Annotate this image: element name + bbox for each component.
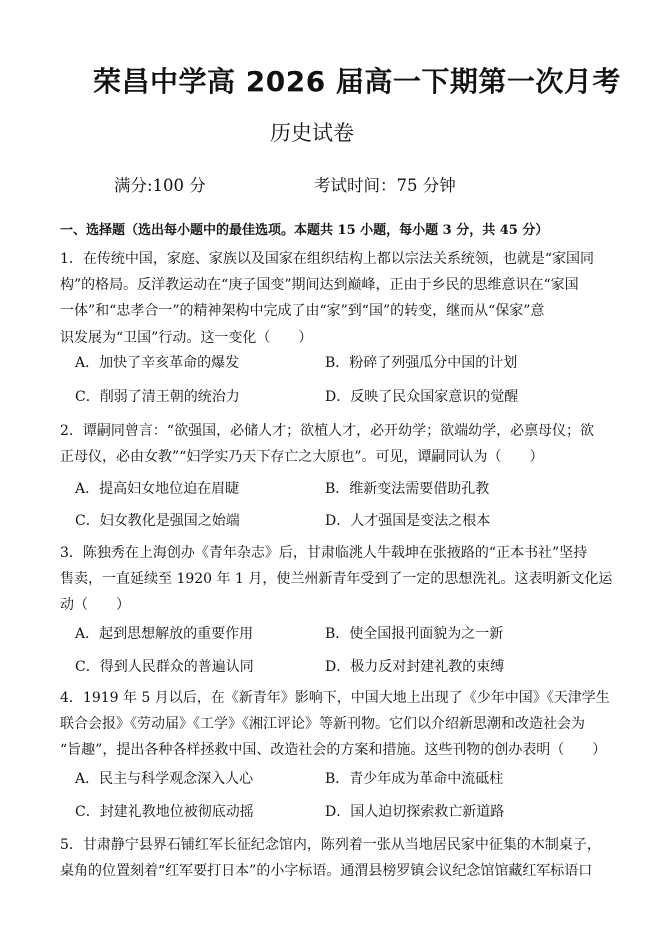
question-line: 4．1919 年 5 月以后，在《新青年》影响下，中国大地上出现了《少年中国》《天津学生 — [60, 690, 610, 706]
option-d[interactable]: D．反映了民众国家意识的觉醒 — [325, 389, 519, 405]
option-c[interactable]: C．妇女教化是强国之始端 — [75, 513, 240, 529]
exam-title: 荣昌中学高 2026 届高一下期第一次月考 — [93, 65, 621, 98]
question-line: “旨趣”，提出各种各样拯救中国、改造社会的方案和措施。这些刊物的创办表明（ ） — [60, 742, 607, 759]
option-a[interactable]: A．加快了辛亥革命的爆发 — [75, 355, 240, 371]
option-d[interactable]: D．人才强国是变法之根本 — [325, 513, 491, 529]
question-3 — [60, 540, 613, 619]
full-score: 满分:100 分 — [114, 176, 206, 195]
option-b[interactable]: B．维新变法需要借助孔教 — [325, 481, 490, 497]
question-line: 一体”和“忠孝合一”的精神架构中完成了由“家”到“国”的转变，继而从“保家”意 — [60, 303, 545, 320]
question-line: 5．甘肃静宁县界石铺红军长征纪念馆内，陈列着一张从当地居民家中征集的木制桌子， — [60, 837, 601, 853]
exam-time: 考试时间：75 分钟 — [314, 176, 456, 195]
option-b[interactable]: B．青少年成为革命中流砥柱 — [325, 771, 504, 787]
question-line: 2．谭嗣同曾言：“欲强国，必储人才；欲植人才，必开幼学；欲端幼学，必禀母仪；欲 — [60, 423, 595, 439]
option-c[interactable]: C．封建礼教地位被彻底动摇 — [75, 804, 254, 820]
question-line: 构”的格局。反洋教运动在“庚子国变”期间达到巅峰，正由于乡民的思维意识在“家国 — [60, 277, 579, 294]
question-5 — [60, 832, 608, 884]
option-a[interactable]: A．起到思想解放的重要作用 — [75, 626, 254, 642]
question-line: 1．在传统中国，家庭、家族以及国家在组织结构上都以宗法关系统领，也就是“家国同 — [60, 251, 595, 267]
option-c[interactable]: C．得到人民群众的普遍认同 — [75, 659, 254, 675]
section-heading: 一、选择题（选出每小题中的最佳选项。本题共 15 小题，每小题 3 分，共 45 分） — [60, 223, 549, 238]
question-line: 桌角的位置刻着“红军要打日本”的小字标语。通渭县榜罗镇会议纪念馆馆藏红军标语口 — [60, 863, 593, 880]
question-line: 动（ ） — [60, 597, 130, 614]
question-1 — [60, 246, 608, 351]
question-line: 售卖，一直延续至 1920 年 1 月，使兰州新青年受到了一定的思想洗礼。这表明新文化运 — [60, 571, 613, 588]
exam-subtitle: 历史试卷 — [270, 121, 354, 145]
option-a[interactable]: A．民主与科学观念深入人心 — [75, 771, 254, 787]
option-b[interactable]: B．使全国报刊面貌为之一新 — [325, 626, 504, 642]
option-d[interactable]: D．极力反对封建礼教的束缚 — [325, 659, 505, 675]
question-line: 3．陈独秀在上海创办《青年杂志》后，甘肃临洮人牛载坤在张掖路的“正本书社”坚持 — [60, 545, 588, 561]
question-2 — [60, 418, 608, 470]
option-d[interactable]: D．国人迫切探索救亡新道路 — [325, 804, 505, 820]
question-line: 联合会报》《劳动届》《工学》《湘江评论》等新刊物。它们以介绍新思潮和改造社会为 — [60, 716, 585, 733]
option-c[interactable]: C．削弱了清王朝的统治力 — [75, 389, 240, 405]
question-line: 识发展为“卫国”行动。这一变化（ ） — [60, 329, 313, 346]
option-a[interactable]: A．提高妇女地位迫在眉睫 — [75, 481, 240, 497]
question-4 — [60, 685, 608, 764]
option-b[interactable]: B．粉碎了列强瓜分中国的计划 — [325, 355, 518, 371]
question-line: 正母仪，必由女教”“妇学实乃天下存亡之大原也”。可见，谭嗣同认为（ ） — [60, 449, 544, 466]
